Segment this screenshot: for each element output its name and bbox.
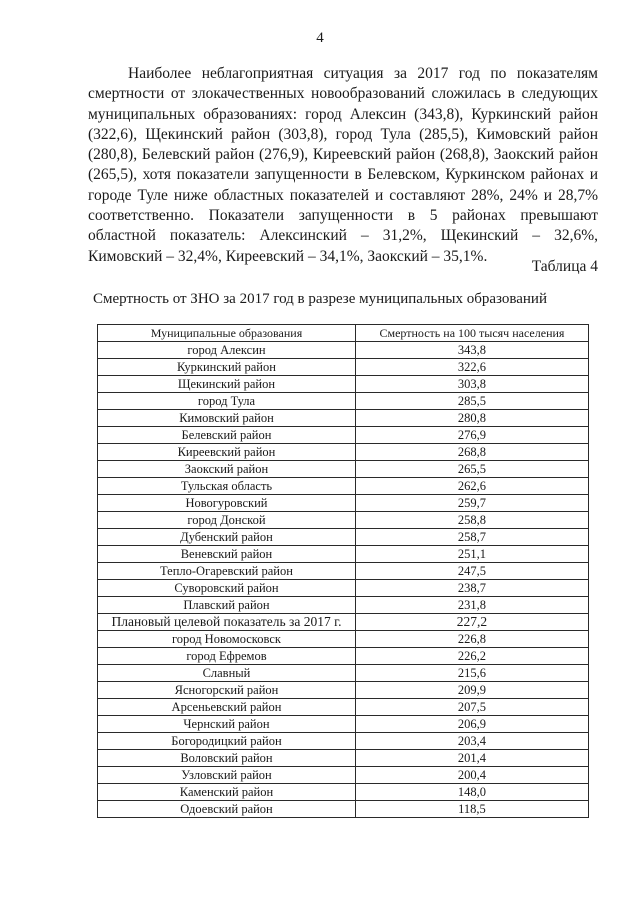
mortality-value-cell: 276,9 <box>355 427 588 444</box>
mortality-value-cell: 322,6 <box>355 359 588 376</box>
municipality-cell: Тульская область <box>98 478 356 495</box>
municipality-cell: Чернский район <box>98 716 356 733</box>
column-header-mortality: Смертность на 100 тысяч населения <box>355 325 588 342</box>
mortality-value-cell: 148,0 <box>355 784 588 801</box>
mortality-value-cell: 280,8 <box>355 410 588 427</box>
table-row <box>98 444 589 461</box>
table-header-row <box>98 325 589 342</box>
table-label: Таблица 4 <box>531 258 598 275</box>
municipality-cell: Веневский район <box>98 546 356 563</box>
municipality-cell: Дубенский район <box>98 529 356 546</box>
mortality-table <box>97 324 589 818</box>
table-row <box>98 784 589 801</box>
municipality-cell: город Донской <box>98 512 356 529</box>
municipality-cell: Каменский район <box>98 784 356 801</box>
municipality-cell: Тепло-Огаревский район <box>98 563 356 580</box>
table-row <box>98 546 589 563</box>
mortality-value-cell: 203,4 <box>355 733 588 750</box>
mortality-value-cell: 215,6 <box>355 665 588 682</box>
mortality-value-cell: 238,7 <box>355 580 588 597</box>
page-number: 4 <box>316 30 324 46</box>
mortality-value-cell: 247,5 <box>355 563 588 580</box>
municipality-cell: Богородицкий район <box>98 733 356 750</box>
municipality-cell: город Алексин <box>98 342 356 359</box>
municipality-cell: Белевский район <box>98 427 356 444</box>
municipality-cell: Киреевский район <box>98 444 356 461</box>
mortality-value-cell: 226,8 <box>355 631 588 648</box>
mortality-value-cell: 206,9 <box>355 716 588 733</box>
mortality-value-cell: 285,5 <box>355 393 588 410</box>
table-row <box>98 733 589 750</box>
table-row <box>98 750 589 767</box>
table-row <box>98 563 589 580</box>
municipality-cell: город Новомосковск <box>98 631 356 648</box>
table-row <box>98 410 589 427</box>
table-row <box>98 427 589 444</box>
table-row <box>98 393 589 410</box>
mortality-value-cell: 209,9 <box>355 682 588 699</box>
municipality-cell: Плавский район <box>98 597 356 614</box>
municipality-cell: Кимовский район <box>98 410 356 427</box>
mortality-value-cell: 207,5 <box>355 699 588 716</box>
table-row <box>98 631 589 648</box>
municipality-cell: Заокский район <box>98 461 356 478</box>
table-row <box>98 359 589 376</box>
table-row <box>98 716 589 733</box>
table-caption: Смертность от ЗНО за 2017 год в разрезе муниципальных образований <box>92 291 547 307</box>
table-row <box>98 495 589 512</box>
mortality-value-cell: 303,8 <box>355 376 588 393</box>
mortality-value-cell: 200,4 <box>355 767 588 784</box>
table-row <box>98 342 589 359</box>
table-body <box>98 342 589 818</box>
municipality-cell: Арсеньевский район <box>98 699 356 716</box>
table-row <box>98 665 589 682</box>
mortality-value-cell: 258,8 <box>355 512 588 529</box>
mortality-value-cell: 231,8 <box>355 597 588 614</box>
mortality-value-cell: 259,7 <box>355 495 588 512</box>
municipality-cell: Куркинский район <box>98 359 356 376</box>
table-row <box>98 597 589 614</box>
municipality-cell: Одоевский район <box>98 801 356 818</box>
table-row <box>98 529 589 546</box>
table-row <box>98 512 589 529</box>
municipality-cell: Узловский район <box>98 767 356 784</box>
table-row <box>98 767 589 784</box>
municipality-cell: Плановый целевой показатель за 2017 г. <box>98 614 356 631</box>
table-row <box>98 801 589 818</box>
mortality-value-cell: 227,2 <box>355 614 588 631</box>
municipality-cell: город Тула <box>98 393 356 410</box>
mortality-value-cell: 226,2 <box>355 648 588 665</box>
mortality-value-cell: 251,1 <box>355 546 588 563</box>
municipality-cell: город Ефремов <box>98 648 356 665</box>
mortality-value-cell: 265,5 <box>355 461 588 478</box>
mortality-value-cell: 258,7 <box>355 529 588 546</box>
table-row <box>98 461 589 478</box>
mortality-value-cell: 268,8 <box>355 444 588 461</box>
table-row <box>98 614 589 631</box>
municipality-cell: Щекинский район <box>98 376 356 393</box>
mortality-value-cell: 201,4 <box>355 750 588 767</box>
mortality-value-cell: 343,8 <box>355 342 588 359</box>
mortality-value-cell: 262,6 <box>355 478 588 495</box>
table-row <box>98 478 589 495</box>
table-row <box>98 376 589 393</box>
mortality-value-cell: 118,5 <box>355 801 588 818</box>
municipality-cell: Ясногорский район <box>98 682 356 699</box>
body-paragraph: Наиболее неблагоприятная ситуация за 2017 год по показателям смертности от злокачественных новообразований сложилась в следующих муниципальных образованиях: город Алексин (343,8), Куркинский район (322,6), Щекинский район (303,8), город Тула (285,5), Кимовский район (280,8), Белевский район (276,9), Киреевский район (268,8), Заокский район (265,5), хотя показатели запущенности в Белевском, Куркинском районах и городе Туле ниже областных показателей и составляют 28%, 24% и 28,7% соответственно. Показатели запущенности в 5 районах превышают областной показатель: Алексинский – 31,2%, Щекинский – 32,6%, Кимовский – 32,4%, Киреевский – 34,1%, Заокский – 35,1%. <box>88 65 598 265</box>
table-row <box>98 580 589 597</box>
municipality-cell: Новогуровский <box>98 495 356 512</box>
table-row <box>98 648 589 665</box>
table-row <box>98 699 589 716</box>
column-header-municipality: Муниципальные образования <box>98 325 356 342</box>
municipality-cell: Суворовский район <box>98 580 356 597</box>
table-row <box>98 682 589 699</box>
municipality-cell: Славный <box>98 665 356 682</box>
municipality-cell: Воловский район <box>98 750 356 767</box>
